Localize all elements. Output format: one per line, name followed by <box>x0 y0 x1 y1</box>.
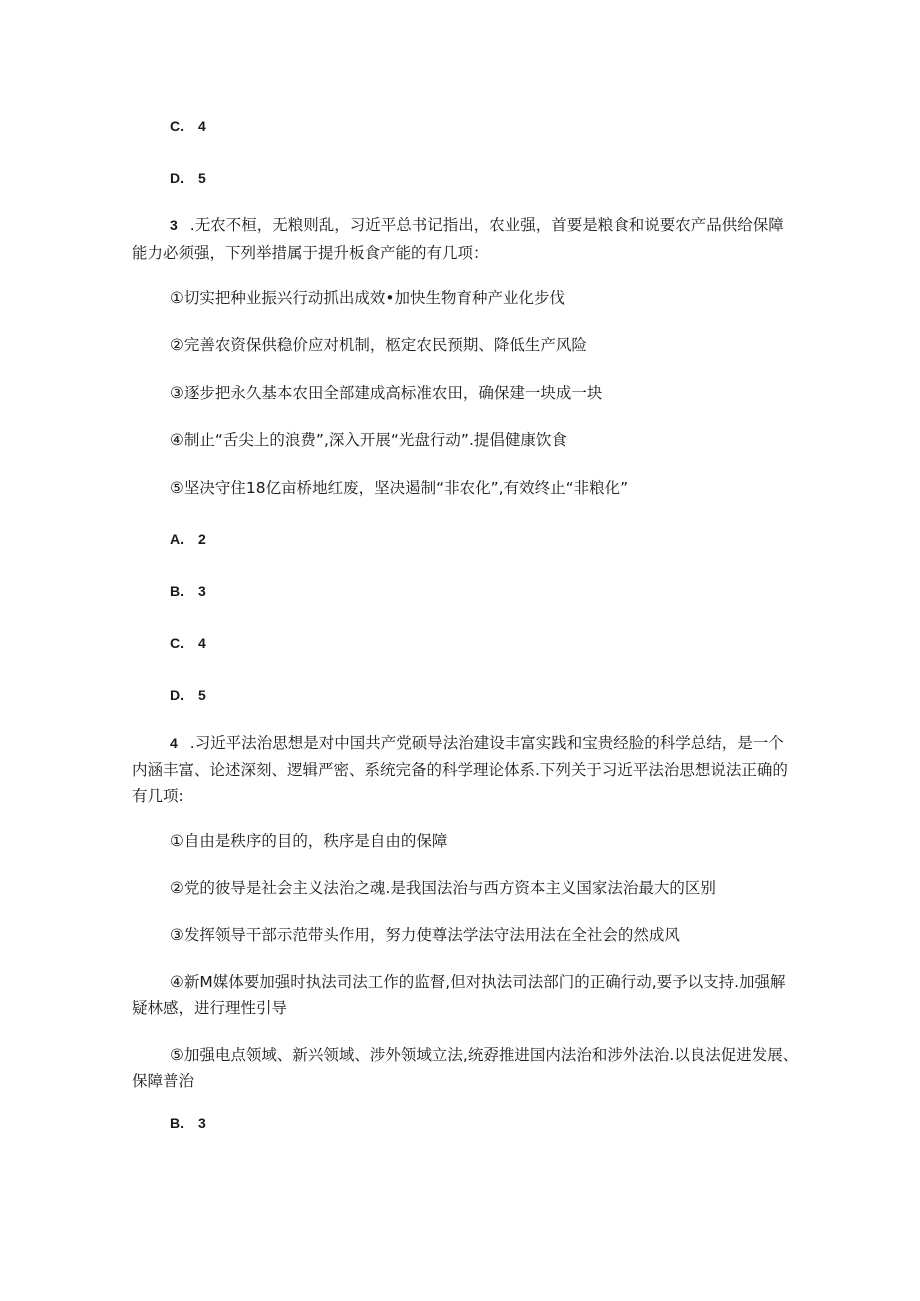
option-value: 3 <box>198 583 206 599</box>
question-3-statement-2: ②完善农资保供稳价应对机制，柩定农民预期、降低生产风险 <box>170 336 587 354</box>
option-letter: B. <box>170 583 184 599</box>
option-c <box>170 114 206 138</box>
question-4-statement-5-cont: 保障普治 <box>132 1072 195 1090</box>
question-3-statement-4: ④制止“舌尖上的浪费”,深入开展“光盘行动”.提倡健康饮食 <box>170 431 567 449</box>
question-4-line-3: 有几项: <box>132 787 184 805</box>
question-4-statement-4: ④新M媒体要加强时执法司法工作的监督,但对执法司法部门的正确行动,要予以支持.加强解 <box>170 973 786 991</box>
option-value: 5 <box>198 687 206 703</box>
question-4-statement-3: ③发挥领导干部示范带头作用，努力使尊法学法守法用法在全社会的然成风 <box>170 926 680 944</box>
option-d <box>170 166 206 190</box>
option-value: 4 <box>198 635 206 651</box>
question-3-line-2: 能力必须强，下列举措属于提升板食产能的有几项： <box>132 244 489 262</box>
option-letter: D. <box>170 687 184 703</box>
option-letter: C. <box>170 118 184 134</box>
question-3-option-a <box>170 527 206 551</box>
option-value: 3 <box>198 1115 206 1131</box>
option-value: 2 <box>198 531 206 547</box>
question-text: .习近平法治思想是对中国共产党硕导法治建设丰富实践和宝贵经脸的科学总结，是一个 <box>189 734 784 752</box>
question-4-option-b <box>170 1111 206 1135</box>
question-3-option-d <box>170 683 206 707</box>
option-letter: B. <box>170 1115 184 1131</box>
option-value: 5 <box>198 170 206 186</box>
question-text: .无农不桓，无粮则乱，习近平总书记指出，农业强，首要是粮食和说要农产品供给保障 <box>189 216 784 234</box>
option-value: 4 <box>198 118 206 134</box>
option-letter: A. <box>170 531 184 547</box>
question-number: 4 <box>170 735 178 751</box>
question-4-statement-2: ②党的彼导是社会主义法治之魂.是我国法治与西方资本主义国家法治最大的区别 <box>170 879 716 897</box>
option-letter: C. <box>170 635 184 651</box>
question-number: 3 <box>170 217 178 233</box>
question-3-statement-3: ③逐步把永久基本农田全部建成高标准农田，确保建一块成一块 <box>170 384 603 402</box>
question-3-line-1 <box>170 213 784 237</box>
question-4-statement-1: ①自由是秩序的目的，秩序是自由的保障 <box>170 832 448 850</box>
question-3-option-b <box>170 579 206 603</box>
question-3-option-c <box>170 631 206 655</box>
question-4-line-1 <box>170 731 784 755</box>
question-4-line-2: 内涵丰富、论述深刻、逻辑严密、系统完备的科学理论体系.下列关于习近平法治思想说法正确的 <box>132 761 788 779</box>
question-4-statement-4-cont: 疑林感，进行理性引导 <box>132 999 288 1017</box>
option-letter: D. <box>170 170 184 186</box>
question-3-statement-5: ⑤坚决守住18亿亩桥地红废，坚决遏制“非农化”,有效终止“非粮化” <box>170 479 629 497</box>
question-3-statement-1: ①切实把种业振兴行动抓出成效•加快生物育种产业化步伐 <box>170 289 566 307</box>
question-4-statement-5: ⑤加强电点领域、新兴领域、涉外领域立法,统孬推进国内法治和涉外法治.以良法促进发展、 <box>170 1046 799 1064</box>
